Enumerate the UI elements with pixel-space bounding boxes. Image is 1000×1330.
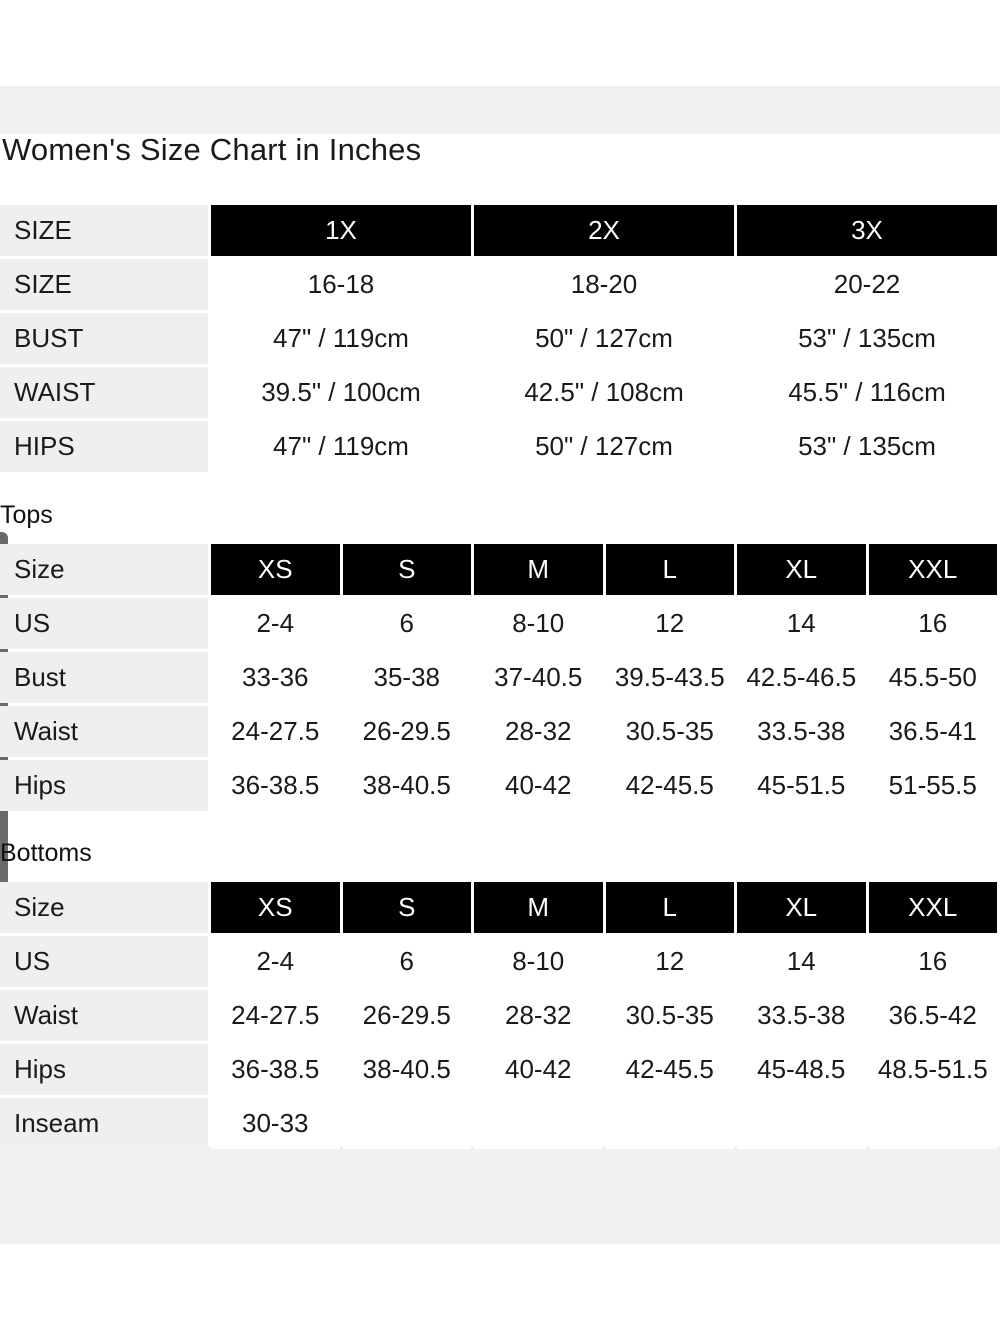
table-cell: 50" / 127cm — [474, 313, 734, 364]
table-cell: 38-40.5 — [343, 760, 472, 811]
size-column-header: M — [474, 882, 603, 933]
table-cell: 8-10 — [474, 936, 603, 987]
table-row — [0, 313, 997, 364]
table-cell: 45.5" / 116cm — [737, 367, 997, 418]
table-cell: 42.5-46.5 — [737, 652, 866, 703]
size-column-header: XL — [737, 882, 866, 933]
table-cell — [606, 1098, 735, 1149]
table-cell: 30.5-35 — [606, 706, 735, 757]
row-label: Waist — [0, 990, 208, 1041]
bottoms-size-table — [0, 879, 1000, 1152]
table-row — [0, 598, 997, 649]
table-cell: 35-38 — [343, 652, 472, 703]
size-column-header: L — [606, 882, 735, 933]
table-cell: 53" / 135cm — [737, 421, 997, 472]
table-cell: 33.5-38 — [737, 706, 866, 757]
table-cell: 39.5-43.5 — [606, 652, 735, 703]
table-cell: 24-27.5 — [211, 990, 340, 1041]
table-cell: 45-51.5 — [737, 760, 866, 811]
table-cell: 51-55.5 — [869, 760, 998, 811]
bottoms-section-label: Bottoms — [0, 839, 92, 867]
table-cell: 16 — [869, 598, 998, 649]
table-cell — [869, 1098, 998, 1149]
size-column-header: XL — [737, 544, 866, 595]
row-label: Hips — [0, 1044, 208, 1095]
size-column-header: S — [343, 544, 472, 595]
plus-size-table — [0, 202, 1000, 475]
row-label: US — [0, 598, 208, 649]
tops-section-label: Tops — [0, 501, 53, 529]
table-cell: 2-4 — [211, 936, 340, 987]
table-row — [0, 706, 997, 757]
table-cell: 33-36 — [211, 652, 340, 703]
table-header-row — [0, 205, 997, 256]
table-cell: 36.5-41 — [869, 706, 998, 757]
table-row — [0, 1098, 997, 1149]
table-row — [0, 367, 997, 418]
table-cell: 36-38.5 — [211, 1044, 340, 1095]
row-label: Bust — [0, 652, 208, 703]
size-column-header: XS — [211, 544, 340, 595]
row-label: SIZE — [0, 205, 208, 256]
table-cell: 28-32 — [474, 990, 603, 1041]
table-cell: 28-32 — [474, 706, 603, 757]
tops-size-table — [0, 541, 1000, 814]
table-cell: 6 — [343, 936, 472, 987]
table-header-row — [0, 544, 997, 595]
table-cell: 45.5-50 — [869, 652, 998, 703]
table-cell: 12 — [606, 598, 735, 649]
row-label: Hips — [0, 760, 208, 811]
table-cell: 47" / 119cm — [211, 313, 471, 364]
row-label: Size — [0, 544, 208, 595]
size-column-header: M — [474, 544, 603, 595]
table-cell: 14 — [737, 598, 866, 649]
table-cell — [343, 1098, 472, 1149]
size-column-header: XXL — [869, 882, 998, 933]
size-column-header: XXL — [869, 544, 998, 595]
row-label: SIZE — [0, 259, 208, 310]
row-label: BUST — [0, 313, 208, 364]
table-cell: 26-29.5 — [343, 990, 472, 1041]
table-cell: 6 — [343, 598, 472, 649]
table-cell: 36.5-42 — [869, 990, 998, 1041]
table-cell: 45-48.5 — [737, 1044, 866, 1095]
table-cell: 14 — [737, 936, 866, 987]
table-cell: 47" / 119cm — [211, 421, 471, 472]
row-label: HIPS — [0, 421, 208, 472]
table-cell: 38-40.5 — [343, 1044, 472, 1095]
table-cell: 37-40.5 — [474, 652, 603, 703]
table-cell: 33.5-38 — [737, 990, 866, 1041]
row-label: Inseam — [0, 1098, 208, 1149]
table-cell: 16-18 — [211, 259, 471, 310]
table-cell: 18-20 — [474, 259, 734, 310]
table-cell: 39.5" / 100cm — [211, 367, 471, 418]
table-cell: 24-27.5 — [211, 706, 340, 757]
table-row — [0, 760, 997, 811]
table-cell: 8-10 — [474, 598, 603, 649]
table-cell: 42.5" / 108cm — [474, 367, 734, 418]
table-cell: 53" / 135cm — [737, 313, 997, 364]
table-cell — [474, 1098, 603, 1149]
table-cell: 48.5-51.5 — [869, 1044, 998, 1095]
table-row — [0, 652, 997, 703]
table-row — [0, 421, 997, 472]
size-column-header: L — [606, 544, 735, 595]
table-header-row — [0, 882, 997, 933]
table-row — [0, 936, 997, 987]
table-cell: 50" / 127cm — [474, 421, 734, 472]
row-label: Size — [0, 882, 208, 933]
table-cell: 40-42 — [474, 1044, 603, 1095]
table-row — [0, 1044, 997, 1095]
size-column-header: S — [343, 882, 472, 933]
size-column-header: 1X — [211, 205, 471, 256]
table-cell: 30-33 — [211, 1098, 340, 1149]
size-column-header: XS — [211, 882, 340, 933]
table-row — [0, 990, 997, 1041]
size-column-header: 3X — [737, 205, 997, 256]
table-row — [0, 259, 997, 310]
size-column-header: 2X — [474, 205, 734, 256]
table-cell: 36-38.5 — [211, 760, 340, 811]
table-cell: 20-22 — [737, 259, 997, 310]
table-cell: 40-42 — [474, 760, 603, 811]
table-cell: 42-45.5 — [606, 1044, 735, 1095]
table-cell: 16 — [869, 936, 998, 987]
table-cell: 2-4 — [211, 598, 340, 649]
row-label: WAIST — [0, 367, 208, 418]
page-title: Women's Size Chart in Inches — [2, 132, 422, 167]
table-cell: 26-29.5 — [343, 706, 472, 757]
table-cell: 12 — [606, 936, 735, 987]
row-label: US — [0, 936, 208, 987]
table-cell: 30.5-35 — [606, 990, 735, 1041]
row-label: Waist — [0, 706, 208, 757]
table-cell: 42-45.5 — [606, 760, 735, 811]
table-cell — [737, 1098, 866, 1149]
